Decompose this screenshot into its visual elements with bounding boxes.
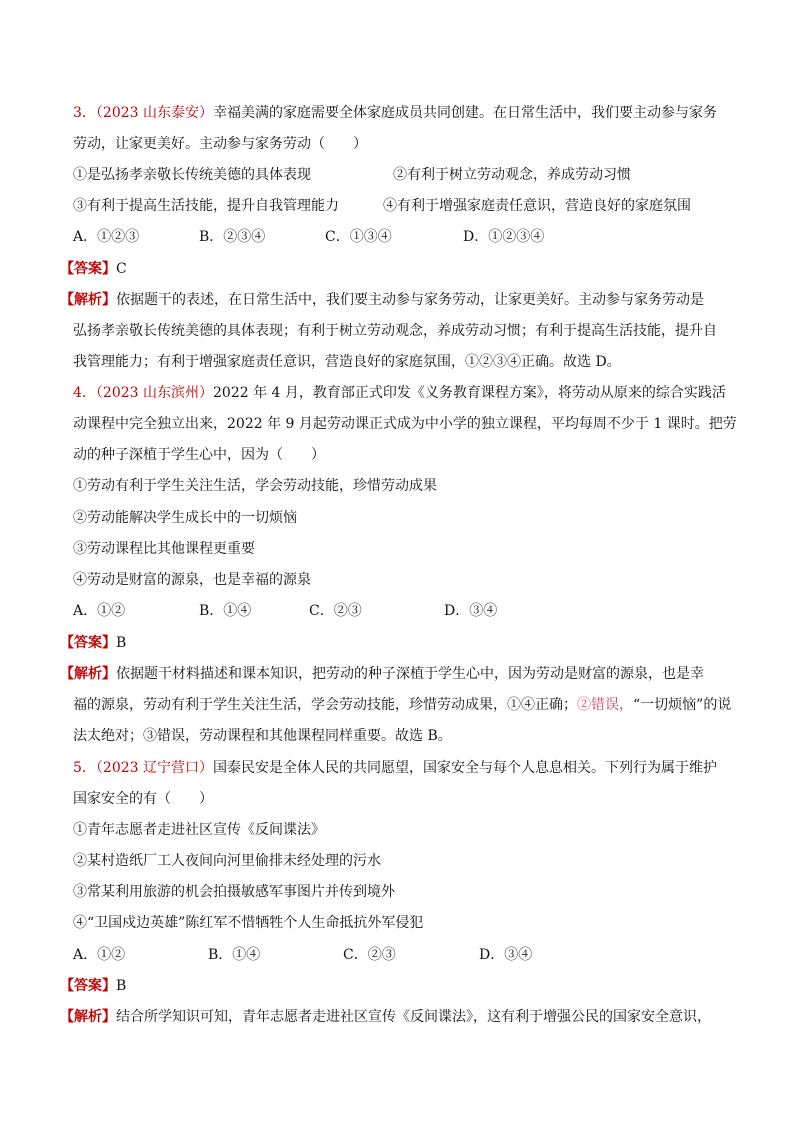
question-3-analysis-line-3: 我管理能力；有利于增强家庭责任意识，营造良好的家庭氛围，①②③④正确。故选 D。 bbox=[73, 354, 621, 370]
question-5-stem-line-1 bbox=[73, 759, 724, 777]
option-b: B．①④ bbox=[208, 947, 261, 963]
analysis-label: 【解析】 bbox=[60, 666, 116, 682]
question-3-analysis-line-1 bbox=[60, 291, 724, 309]
item-4: ④有利于增强家庭责任意识，营造良好的家庭氛围 bbox=[383, 198, 691, 214]
analysis-label: 【解析】 bbox=[60, 1009, 116, 1025]
question-4-analysis-line-1 bbox=[60, 665, 724, 683]
analysis-text: 依据题干的表述，在日常生活中，我们要主动参与家务劳动，让家更美好。主动参与家务劳动是 bbox=[116, 292, 704, 308]
option-b: B．②③④ bbox=[199, 229, 266, 245]
option-d: D．①②③④ bbox=[463, 229, 545, 245]
question-4-stem-line-1 bbox=[73, 384, 724, 402]
analysis-text-tail: “一切烦恼”的说 bbox=[633, 697, 732, 713]
analysis-label: 【解析】 bbox=[60, 292, 116, 308]
question-source: （2023 辽宁营口） bbox=[95, 760, 214, 776]
option-c: C．②③ bbox=[309, 603, 362, 619]
question-3-options bbox=[73, 228, 724, 246]
question-4-stem-line-2: 动课程中完全独立出来，2022 年 9 月起劳动课正式成为中小学的独立课程，平均每周不少于 1 课时。把劳 bbox=[73, 416, 737, 432]
question-4-options bbox=[73, 602, 724, 620]
analysis-text: 依据题干材料描述和课本知识，把劳动的种子深植于学生心中，因为劳动是财富的源泉，也是幸 bbox=[116, 666, 704, 682]
question-5-item-3: ③常某利用旅游的机会拍摄敏感军事图片并传到境外 bbox=[73, 884, 395, 900]
answer-label: 【答案】 bbox=[60, 261, 116, 277]
question-4-answer bbox=[60, 634, 724, 652]
question-5-options bbox=[73, 946, 724, 964]
analysis-text: 福的源泉，劳动有利于学生关注生活，学会劳动技能，珍惜劳动成果，①④正确； bbox=[73, 697, 577, 713]
question-5-item-1: ①青年志愿者走进社区宣传《反间谍法》 bbox=[73, 822, 325, 838]
question-5-answer bbox=[60, 977, 724, 995]
question-3-stem-line-2: 劳动，让家更美好。主动参与家务劳动（ ） bbox=[73, 136, 367, 152]
analysis-text: 结合所学知识可知，青年志愿者走进社区宣传《反间谍法》，这有利于增强公民的国家安全意识， bbox=[116, 1009, 711, 1025]
option-d: D．③④ bbox=[444, 603, 498, 619]
option-a: A．①② bbox=[73, 947, 126, 963]
option-a: A．①②③ bbox=[73, 229, 140, 245]
question-number: 5． bbox=[73, 760, 96, 776]
option-c: C．②③ bbox=[343, 947, 396, 963]
question-3-answer bbox=[60, 260, 724, 278]
item-1: ①是弘扬孝亲敬长传统美德的具体表现 bbox=[73, 167, 311, 183]
question-stem-text: 国泰民安是全体人民的共同愿望，国家安全与每个人息息相关。下列行为属于维护 bbox=[213, 760, 718, 776]
question-4-analysis-line-3: 法太绝对；③错误，劳动课程和其他课程同样重要。故选 B。 bbox=[73, 728, 452, 744]
question-5-stem-line-2: 国家安全的有（ ） bbox=[73, 791, 213, 807]
question-4-item-2: ②劳动能解决学生成长中的一切烦恼 bbox=[73, 510, 297, 526]
question-source: （2023 山东泰安） bbox=[95, 105, 214, 121]
question-5-analysis-line-1 bbox=[60, 1008, 724, 1026]
option-a: A．①② bbox=[73, 603, 126, 619]
answer-value: B bbox=[116, 635, 127, 651]
question-4-item-3: ③劳动课程比其他课程更重要 bbox=[73, 541, 255, 557]
question-stem-text: 2022 年 4 月，教育部正式印发《义务教育课程方案》，将劳动从原来的综合实践活 bbox=[213, 385, 726, 401]
question-number: 4． bbox=[73, 385, 96, 401]
question-stem-text: 幸福美满的家庭需要全体家庭成员共同创建。在日常生活中，我们要主动参与家务 bbox=[213, 105, 718, 121]
option-b: B．①④ bbox=[199, 603, 252, 619]
item-2: ②有利于树立劳动观念，养成劳动习惯 bbox=[393, 167, 631, 183]
question-number: 3． bbox=[73, 105, 96, 121]
question-4-analysis-line-2 bbox=[73, 696, 732, 714]
analysis-highlight: ②错误， bbox=[577, 697, 633, 713]
option-d: D．③④ bbox=[479, 947, 533, 963]
answer-value: C bbox=[116, 261, 127, 277]
question-5-item-4: ④“卫国戍边英雄”陈红军不惜牺牲个人生命抵抗外军侵犯 bbox=[73, 915, 424, 931]
question-source: （2023 山东滨州） bbox=[95, 385, 214, 401]
option-c: C．①③④ bbox=[325, 229, 392, 245]
question-4-item-1: ①劳动有利于学生关注生活，学会劳动技能，珍惜劳动成果 bbox=[73, 478, 437, 494]
question-4-item-4: ④劳动是财富的源泉，也是幸福的源泉 bbox=[73, 572, 311, 588]
item-3: ③有利于提高生活技能，提升自我管理能力 bbox=[73, 198, 339, 214]
answer-label: 【答案】 bbox=[60, 635, 116, 651]
answer-value: B bbox=[116, 978, 127, 994]
answer-label: 【答案】 bbox=[60, 978, 116, 994]
question-3-stem-line-1 bbox=[73, 104, 724, 122]
question-4-stem-line-3: 动的种子深植于学生心中，因为（ ） bbox=[73, 447, 325, 463]
question-3-items-row-2 bbox=[73, 197, 724, 215]
question-3-items-row-1 bbox=[73, 166, 724, 184]
question-5-item-2: ②某村造纸厂工人夜间向河里偷排未经处理的污水 bbox=[73, 853, 381, 869]
question-3-analysis-line-2: 弘扬孝亲敬长传统美德的具体表现；有利于树立劳动观念，养成劳动习惯；有利于提高生活技能，提升自 bbox=[73, 323, 717, 339]
